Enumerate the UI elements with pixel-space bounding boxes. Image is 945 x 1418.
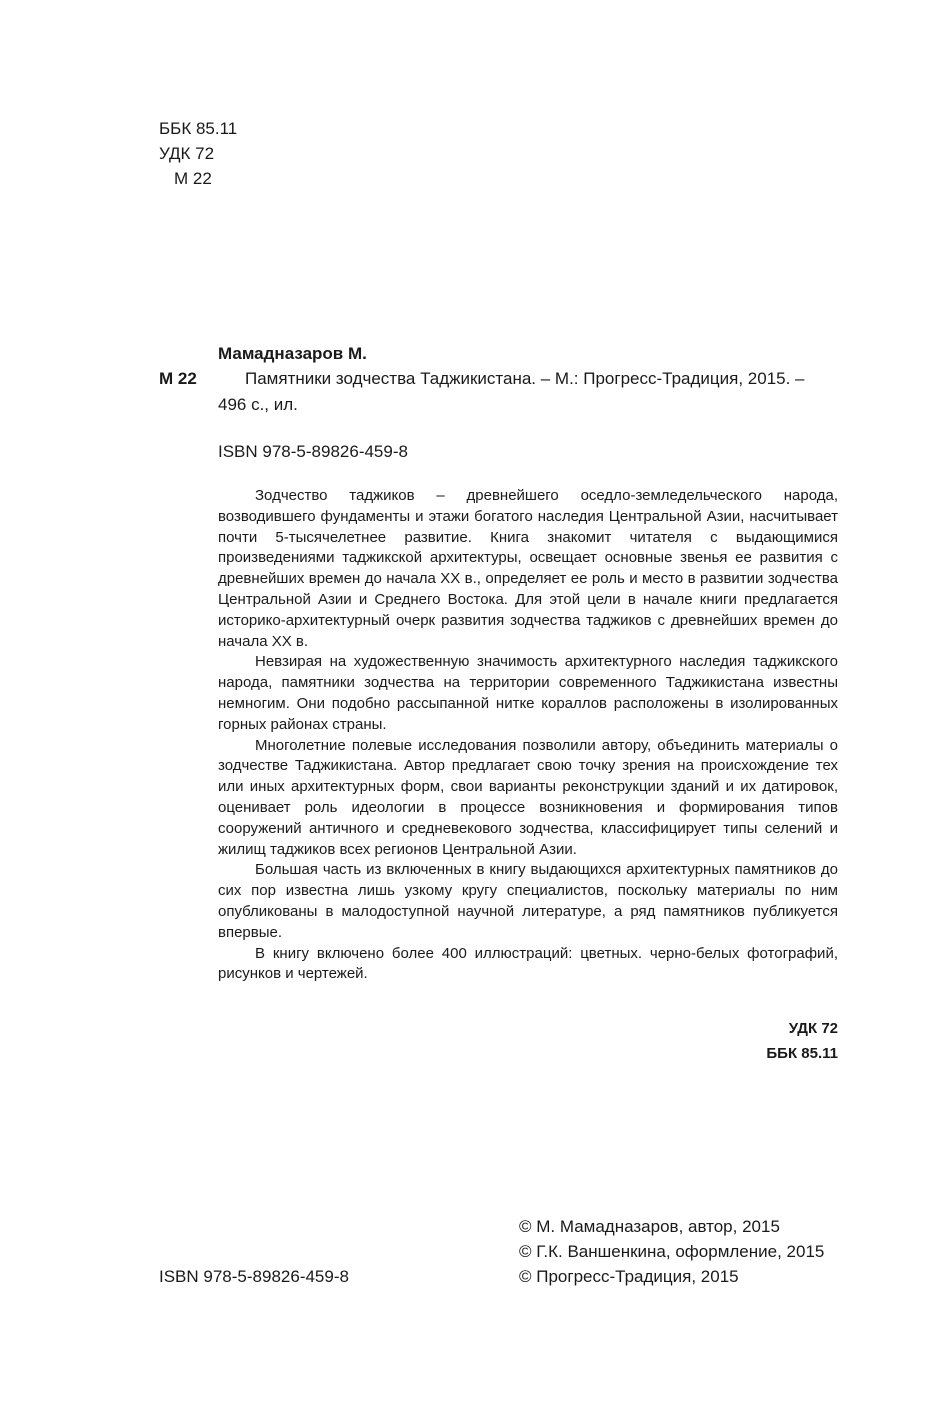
isbn-top: ISBN 978-5-89826-459-8 [218, 442, 408, 461]
copyright-publisher: © Прогресс-Традиция, 2015 [519, 1267, 739, 1286]
author-name: Мамадназаров М. [218, 344, 367, 363]
author-mark: М 22 [174, 169, 212, 188]
bbk-code: ББК 85.11 [159, 119, 238, 138]
biblio-pages-line: 496 с., ил. [218, 395, 298, 414]
classification-block [159, 116, 237, 191]
isbn-bottom: ISBN 978-5-89826-459-8 [159, 1267, 349, 1286]
annotation-paragraph: Зодчество таджиков – древнейшего оседло-земледельческого народа, возводившего фундаменты и этажи богатого наследия Центральной Азии, насчитывает почти 5-тысячелетнее развитие. Книга знакомит читателя с выдающимися произведениями таджикской архитектуры, освещает основные звенья ее развития с древнейших времен до начала XX в., определяет ее роль и место в развитии зодчества Центральной Азии и Среднего Востока. Для этой цели в начале книги предлагается историко-архитектурный очерк развития зодчества таджиков с древнейших времен до начала XX в. [218, 487, 838, 650]
annotation-paragraph: В книгу включено более 400 иллюстраций: цветных. черно-белых фотографий, рисунков и чертежей. [218, 944, 838, 983]
copyright-block [519, 1214, 824, 1289]
annotation [218, 486, 838, 985]
biblio-title-line: Памятники зодчества Таджикистана. – М.: Прогресс-Традиция, 2015. – [245, 369, 805, 388]
copyright-design: © Г.К. Ваншенкина, оформление, 2015 [519, 1242, 825, 1261]
annotation-paragraph: Невзирая на художественную значимость архитектурного наследия таджикского народа, памятники зодчества на территории современного Таджикистана известны немногим. Они подобно рассыпанной нитке кораллов расположены в изолированных горных районах страны. [218, 653, 838, 733]
udk-code: УДК 72 [159, 144, 215, 163]
copyright-author: © М. Мамадназаров, автор, 2015 [519, 1217, 780, 1236]
bbk-code-bottom: ББК 85.11 [766, 1045, 838, 1062]
catalog-code: М 22 [159, 369, 197, 388]
annotation-paragraph: Многолетние полевые исследования позволили автору, объединить материалы о зодчестве Таджикистана. Автор предлагает свою точку зрения на происхождение тех или иных архитектурных форм, свои варианты реконструкции зданий и их датировок, оценивает роль идеологии в процессе возникновения и формирования типов сооружений античного и средневекового зодчества, классифицирует типы селений и жилищ таджиков всех регионов Центральной Азии. [218, 736, 838, 858]
udk-code-bottom: УДК 72 [788, 1020, 838, 1037]
annotation-paragraph: Большая часть из включенных в книгу выдающихся архитектурных памятников до сих пор известна лишь узкому кругу специалистов, поскольку материалы по ним опубликованы в малодоступной научной литературе, а ряд памятников публикуется впервые. [218, 861, 838, 941]
bibliographic-record [218, 366, 818, 418]
codes-bottom [766, 1016, 838, 1066]
